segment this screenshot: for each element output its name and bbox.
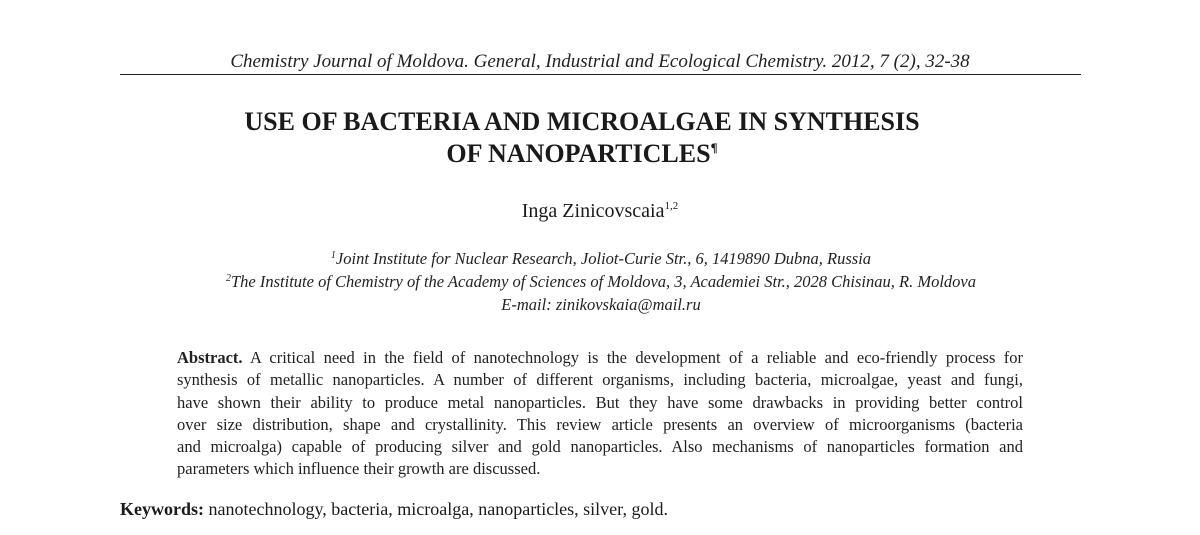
title-line-2-wrapper	[150, 138, 1014, 170]
author-name: Inga Zinicovscaia	[521, 200, 665, 222]
abstract	[177, 347, 1023, 481]
abstract-line-1	[177, 347, 1023, 369]
article-title	[150, 106, 1014, 170]
abstract-label: Abstract.	[177, 348, 243, 367]
affiliation-1-mark: 1	[330, 250, 336, 261]
journal-citation-header: Chemistry Journal of Moldova. General, Industrial and Ecological Chemistry. 2012, 7 (2), 32-38	[230, 51, 970, 72]
abstract-line-5: and microalga) capable of producing silver and gold nanoparticles. Also mechanisms of nanoparticles formation and	[177, 437, 1023, 457]
title-footnote-mark: ¶	[710, 140, 718, 155]
affiliations	[120, 247, 1082, 316]
author-affiliation-marks: 1,2	[664, 200, 679, 212]
abstract-line-1-text: A critical need in the field of nanotechnology is the development of a reliable and eco-friendly process for	[250, 348, 1023, 367]
affiliation-1	[120, 247, 1082, 270]
title-line-2: OF NANOPARTICLES	[446, 139, 711, 168]
keywords-label: Keywords:	[120, 499, 204, 519]
abstract-line-2: synthesis of metallic nanoparticles. A number of different organisms, including bacteria, microalgae, yeast and fungi,	[177, 370, 1023, 390]
keywords	[120, 497, 1020, 521]
affiliation-2	[120, 270, 1082, 293]
keywords-text: nanotechnology, bacteria, microalga, nanoparticles, silver, gold.	[208, 499, 668, 519]
title-line-1: USE OF BACTERIA AND MICROALGAE IN SYNTHESIS	[244, 107, 920, 136]
author-email: E-mail: zinikovskaia@mail.ru	[501, 295, 701, 314]
affiliation-2-text: The Institute of Chemistry of the Academy of Sciences of Moldova, 3, Academiei Str., 2028 Chisinau, R. Moldova	[231, 272, 976, 291]
abstract-line-6: parameters which influence their growth are discussed.	[177, 459, 541, 479]
abstract-line-4: over size distribution, shape and crystallinity. This review article presents an overview of microorganisms (bacteria	[177, 414, 1023, 434]
author-line	[300, 198, 900, 224]
affiliation-2-mark: 2	[226, 273, 231, 284]
abstract-line-3: have shown their ability to produce metal nanoparticles. But they have some drawbacks in providing better control	[177, 392, 1023, 412]
header-rule	[120, 74, 1081, 75]
affiliation-1-text: Joint Institute for Nuclear Research, Joliot-Curie Str., 6, 1419890 Dubna, Russia	[335, 249, 872, 268]
